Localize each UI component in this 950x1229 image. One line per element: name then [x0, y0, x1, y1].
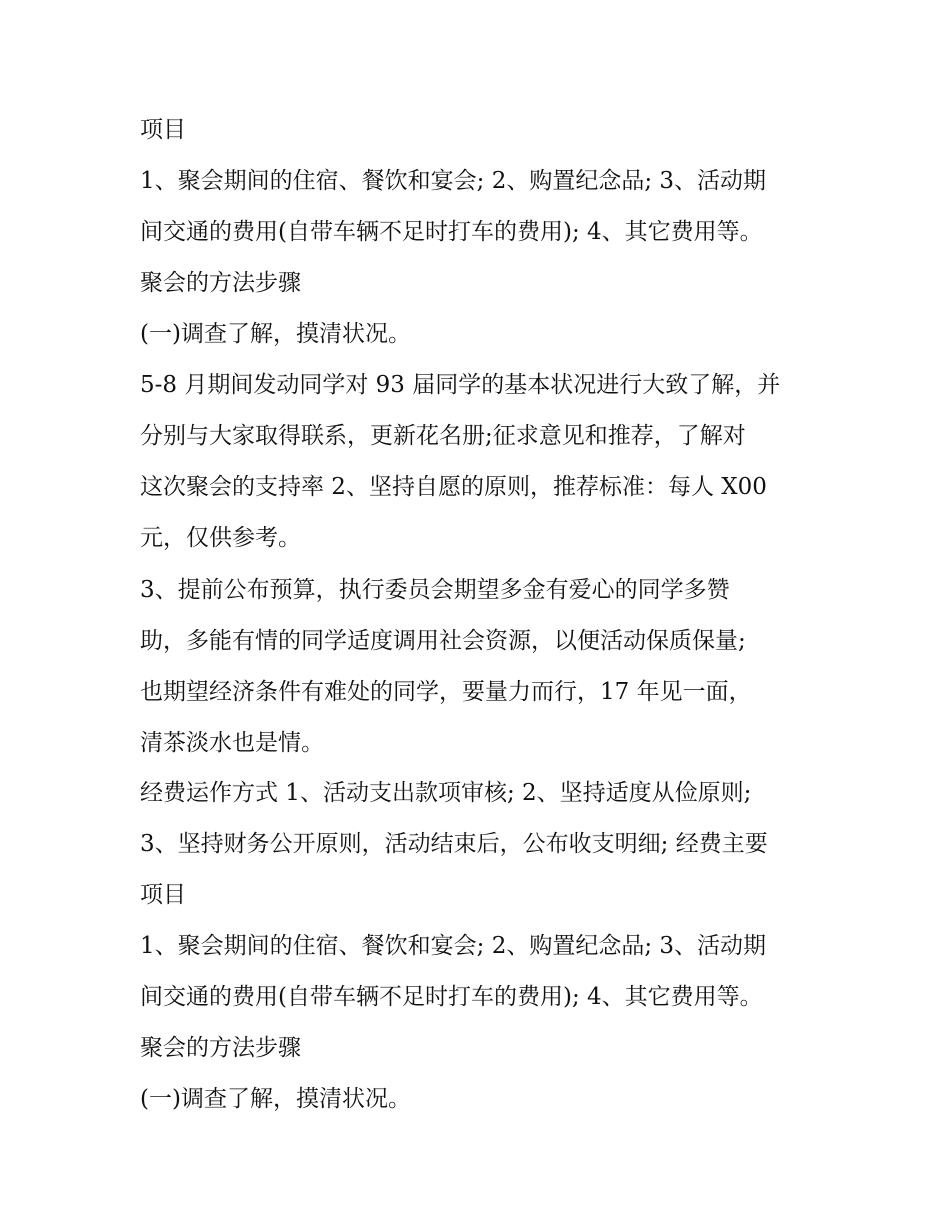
text-line: 5-8 月期间发动同学对 93 届同学的基本状况进行大致了解，并 [140, 372, 781, 398]
text-line: 1、聚会期间的住宿、餐饮和宴会; 2、购置纪念品; 3、活动期 [140, 168, 767, 194]
text-line: 项目 [140, 882, 186, 908]
section-heading: 聚会的方法步骤 [140, 1035, 301, 1061]
text-line: 也期望经济条件有难处的同学，要量力而行，17 年见一面， [140, 679, 752, 705]
text-line: 3、提前公布预算，执行委员会期望多金有爱心的同学多赞 [140, 577, 730, 603]
text-line: 3、坚持财务公开原则，活动结束后，公布收支明细; 经费主要 [140, 831, 768, 857]
text-line: 1、聚会期间的住宿、餐饮和宴会; 2、购置纪念品; 3、活动期 [140, 933, 767, 959]
text-line: 这次聚会的支持率 2、坚持自愿的原则，推荐标准：每人 X00 [140, 474, 767, 500]
text-line: 分别与大家取得联系，更新花名册;征求意见和推荐，了解对 [140, 423, 746, 449]
text-line: 助，多能有情的同学适度调用社会资源，以便活动保质保量; [140, 628, 746, 654]
section-heading: 聚会的方法步骤 [140, 270, 301, 296]
text-line: 项目 [140, 117, 186, 143]
text-line: 间交通的费用(自带车辆不足时打车的费用); 4、其它费用等。 [140, 984, 763, 1010]
text-line: (一)调查了解，摸清状况。 [140, 1086, 411, 1112]
text-line: 元，仅供参考。 [140, 525, 301, 551]
text-line: (一)调查了解，摸清状况。 [140, 321, 411, 347]
text-line: 清茶淡水也是情。 [140, 730, 324, 756]
text-line: 经费运作方式 1、活动支出款项审核; 2、坚持适度从俭原则; [140, 780, 752, 806]
text-line: 间交通的费用(自带车辆不足时打车的费用); 4、其它费用等。 [140, 219, 763, 245]
